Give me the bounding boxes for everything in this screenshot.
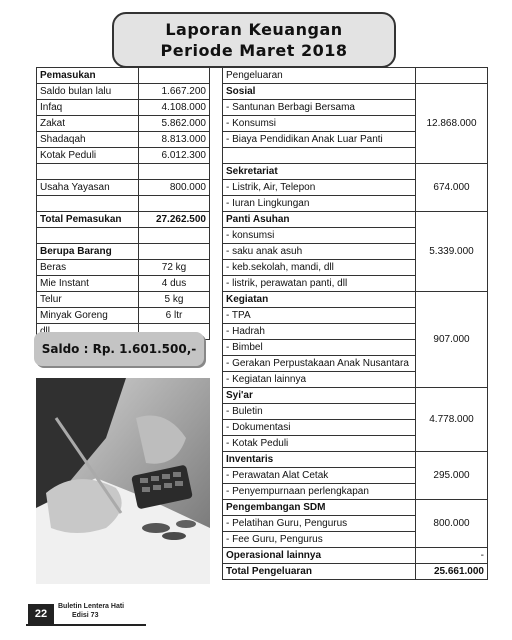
income-header-row [37, 68, 210, 84]
expense-group-name: Syi'ar [223, 388, 416, 404]
empty-cell [37, 164, 139, 180]
expense-group-row [223, 388, 488, 404]
income-value: 6.012.300 [139, 148, 210, 164]
expense-group-amount: 674.000 [416, 164, 488, 212]
income-total-value: 27.262.500 [139, 212, 210, 228]
expense-item: - Kotak Peduli [223, 436, 416, 452]
income-row [37, 148, 210, 164]
income-total-row [37, 212, 210, 228]
goods-row [37, 276, 210, 292]
empty-cell [416, 68, 488, 84]
goods-label: Beras [37, 260, 139, 276]
spacer-row [37, 228, 210, 244]
income-label: Saldo bulan lalu [37, 84, 139, 100]
income-label: Usaha Yayasan [37, 180, 139, 196]
expense-header-row [223, 68, 488, 84]
expense-group-name: Sosial [223, 84, 416, 100]
expense-item: - listrik, perawatan panti, dll [223, 276, 416, 292]
expense-table [222, 67, 488, 580]
footer-rule [26, 624, 146, 626]
goods-row [37, 308, 210, 324]
empty-cell [37, 228, 139, 244]
expense-item: - Biaya Pendidikan Anak Luar Panti [223, 132, 416, 148]
income-value: 5.862.000 [139, 116, 210, 132]
expense-group-row [223, 452, 488, 468]
empty-cell [139, 244, 210, 260]
income-value: 8.813.000 [139, 132, 210, 148]
expense-group-amount: 4.778.000 [416, 388, 488, 452]
income-table [36, 67, 210, 340]
expense-item: - Buletin [223, 404, 416, 420]
expense-item: - Konsumsi [223, 116, 416, 132]
goods-header-row [37, 244, 210, 260]
goods-value: 5 kg [139, 292, 210, 308]
expense-item: - Hadrah [223, 324, 416, 340]
title-line2: Periode Maret 2018 [160, 41, 348, 60]
expense-group-row [223, 164, 488, 180]
goods-value: 4 dus [139, 276, 210, 292]
empty-cell [139, 228, 210, 244]
expense-group-amount: 907.000 [416, 292, 488, 388]
expense-group-amount: 800.000 [416, 500, 488, 548]
footer-line2: Edisi 73 [72, 612, 99, 619]
goods-label: Minyak Goreng [37, 308, 139, 324]
expense-item: - saku anak asuh [223, 244, 416, 260]
expense-total-value: 25.661.000 [416, 564, 488, 580]
empty-cell [139, 196, 210, 212]
empty-cell [139, 164, 210, 180]
empty-cell [139, 68, 210, 84]
expense-group-row [223, 500, 488, 516]
goods-label: Telur [37, 292, 139, 308]
expense-group-name: Pengembangan SDM [223, 500, 416, 516]
goods-value: 72 kg [139, 260, 210, 276]
expense-item: - Listrik, Air, Telepon [223, 180, 416, 196]
expense-group-row [223, 212, 488, 228]
income-row [37, 180, 210, 196]
expense-group-row [223, 292, 488, 308]
empty-cell [223, 148, 416, 164]
title-line1: Laporan Keuangan [165, 20, 343, 39]
income-row [37, 116, 210, 132]
income-row [37, 132, 210, 148]
expense-item: - Pelatihan Guru, Pengurus [223, 516, 416, 532]
expense-group-amount: 5.339.000 [416, 212, 488, 292]
income-label: Zakat [37, 116, 139, 132]
expense-item: - keb.sekolah, mandi, dll [223, 260, 416, 276]
saldo-box: Saldo : Rp. 1.601.500,- [34, 332, 204, 366]
expense-group-row [223, 84, 488, 100]
expense-item: - Kegiatan lainnya [223, 372, 416, 388]
expense-header: Pengeluaran [223, 68, 416, 84]
income-label: Kotak Peduli [37, 148, 139, 164]
footer-line1: Buletin Lentera Hati [58, 603, 125, 610]
expense-item: - Bimbel [223, 340, 416, 356]
income-label: Infaq [37, 100, 139, 116]
income-total-label: Total Pemasukan [37, 212, 139, 228]
expense-item: - TPA [223, 308, 416, 324]
expense-item: - Gerakan Perpustakaan Anak Nusantara [223, 356, 416, 372]
goods-label: Mie Instant [37, 276, 139, 292]
operasional-label: Operasional lainnya [223, 548, 416, 564]
expense-group-name: Sekretariat [223, 164, 416, 180]
goods-row [37, 292, 210, 308]
expense-item: - Perawatan Alat Cetak [223, 468, 416, 484]
expense-total-row [223, 564, 488, 580]
operasional-value: - [416, 548, 488, 564]
expense-item: - Fee Guru, Pengurus [223, 532, 416, 548]
expense-group-amount: 295.000 [416, 452, 488, 500]
expense-item: - Iuran Lingkungan [223, 196, 416, 212]
expense-item: - Penyempurnaan perlengkapan [223, 484, 416, 500]
operasional-row [223, 548, 488, 564]
income-label: Shadaqah [37, 132, 139, 148]
expense-total-label: Total Pengeluaran [223, 564, 416, 580]
income-row [37, 84, 210, 100]
goods-row [37, 260, 210, 276]
expense-item: - Dokumentasi [223, 420, 416, 436]
expense-group-name: Inventaris [223, 452, 416, 468]
income-value: 4.108.000 [139, 100, 210, 116]
goods-header: Berupa Barang [37, 244, 139, 260]
empty-cell [37, 196, 139, 212]
income-header: Pemasukan [37, 68, 139, 84]
spacer-row [37, 164, 210, 180]
expense-group-name: Kegiatan [223, 292, 416, 308]
expense-item: - konsumsi [223, 228, 416, 244]
photo-hands-calculator [36, 378, 210, 584]
expense-group-amount: 12.868.000 [416, 84, 488, 164]
footer [22, 600, 162, 626]
income-value: 1.667.200 [139, 84, 210, 100]
page-number: 22 [28, 604, 54, 624]
goods-value: 6 ltr [139, 308, 210, 324]
title-box [112, 12, 396, 68]
expense-item: - Santunan Berbagi Bersama [223, 100, 416, 116]
footer-text [58, 602, 124, 620]
income-value: 800.000 [139, 180, 210, 196]
spacer-row [37, 196, 210, 212]
income-row [37, 100, 210, 116]
expense-group-name: Panti Asuhan [223, 212, 416, 228]
